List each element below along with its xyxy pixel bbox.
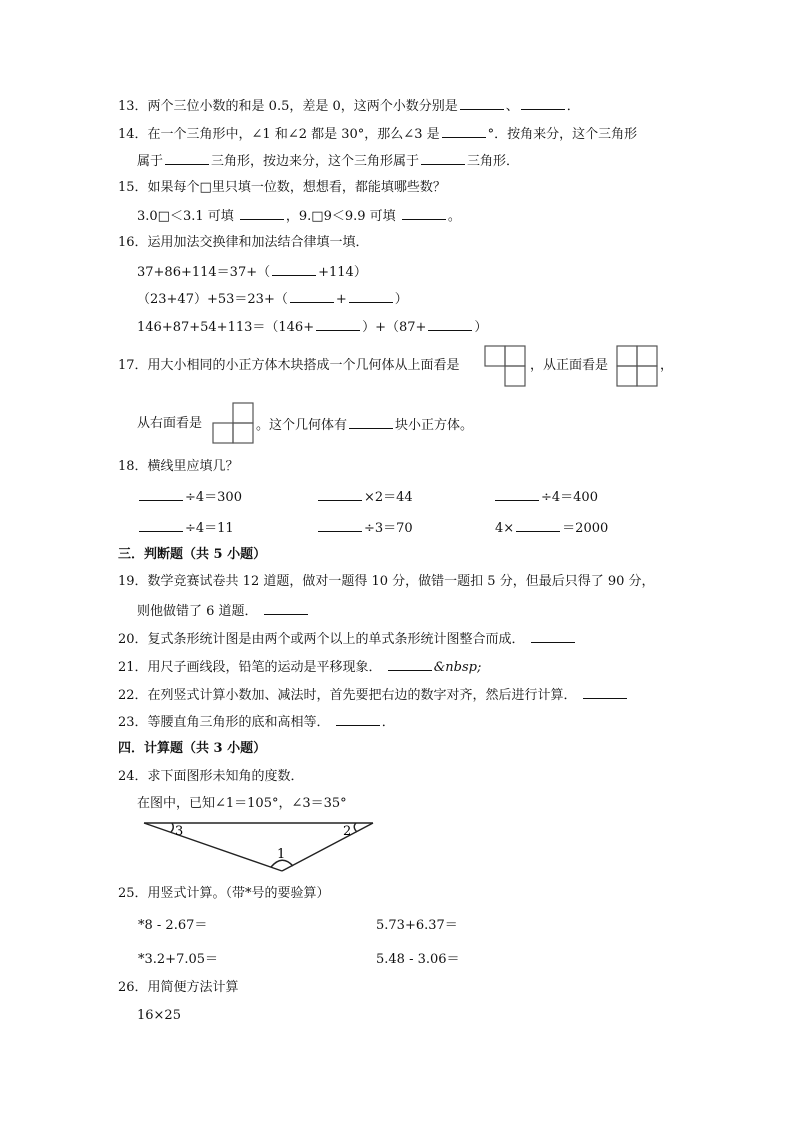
- answer-blank[interactable]: [495, 488, 539, 501]
- answer-blank[interactable]: [165, 152, 209, 165]
- question-14: 14．在一个三角形中，∠1 和∠2 都是 30°，那么∠3 是 °．按角来分，这个三角形: [118, 127, 638, 142]
- section-3-heading: 三．判断题（共 5 小题）: [118, 547, 267, 562]
- answer-blank[interactable]: [460, 97, 504, 110]
- question-17: 17．用大小相同的小正方体木块搭成一个几何体从上面看是: [118, 358, 460, 373]
- answer-blank[interactable]: [428, 318, 472, 331]
- answer-blank[interactable]: [349, 290, 393, 303]
- q16-line-3: 146+87+54+113＝（146+ ）+（87+ ）: [137, 320, 488, 335]
- answer-blank[interactable]: [264, 602, 308, 615]
- answer-blank[interactable]: [139, 488, 183, 501]
- answer-blank[interactable]: [139, 519, 183, 532]
- question-15-fill: 3.0□＜3.1 可填 ，9.□9＜9.9 可填 。: [137, 209, 461, 224]
- svg-text:1: 1: [277, 847, 286, 862]
- question-25: 25．用竖式计算。（带*号的要验算）: [118, 886, 330, 901]
- question-22: 22．在列竖式计算小数加、减法时，首先要把右边的数字对齐，然后进行计算．: [118, 686, 629, 704]
- question-18: 18．横线里应填几？: [118, 459, 239, 474]
- question-26: 26．用简便方法计算: [118, 980, 239, 995]
- answer-blank[interactable]: [531, 630, 575, 643]
- svg-text:3: 3: [175, 824, 184, 839]
- answer-blank[interactable]: [516, 519, 560, 532]
- answer-blank[interactable]: [318, 519, 362, 532]
- answer-blank[interactable]: [336, 713, 380, 726]
- answer-blank[interactable]: [240, 207, 284, 220]
- question-21: 21．用尺子画线段，铅笔的运动是平移现象． &nbsp;: [118, 660, 482, 675]
- q16-line-1: 37+86+114＝37+（ +114）: [137, 265, 367, 280]
- question-14-cont: 属于 三角形，按边来分，这个三角形属于 三角形．: [137, 154, 520, 169]
- answer-blank[interactable]: [318, 488, 362, 501]
- triangle-figure: [138, 818, 378, 876]
- question-13: 13．两个三位小数的和是 0.5，差是 0，这两个小数分别是 、 ．: [118, 99, 580, 114]
- answer-blank[interactable]: [272, 263, 316, 276]
- top-view-figure: [484, 345, 526, 387]
- answer-blank[interactable]: [583, 686, 627, 699]
- question-16: 16．运用加法交换律和加法结合律填一填．: [118, 235, 369, 250]
- right-view-figure: [212, 402, 254, 444]
- answer-blank[interactable]: [421, 152, 465, 165]
- question-15: 15．如果每个□里只填一位数，想想看，都能填哪些数？: [118, 180, 446, 195]
- section-4-heading: 四．计算题（共 3 小题）: [118, 741, 267, 756]
- answer-blank[interactable]: [402, 207, 446, 220]
- question-24: 24．求下面图形未知角的度数．: [118, 769, 304, 784]
- answer-blank[interactable]: [442, 125, 486, 138]
- q16-line-2: （23+47）+53＝23+（ + ）: [137, 292, 408, 307]
- question-20: 20．复式条形统计图是由两个或两个以上的单式条形统计图整合而成．: [118, 630, 577, 648]
- svg-text:2: 2: [343, 824, 352, 839]
- answer-blank[interactable]: [521, 97, 565, 110]
- answer-blank[interactable]: [290, 290, 334, 303]
- answer-blank[interactable]: [316, 318, 360, 331]
- answer-blank[interactable]: [388, 658, 432, 671]
- question-23: 23．等腰直角三角形的底和高相等． ．: [118, 715, 395, 730]
- front-view-figure: [616, 345, 658, 387]
- answer-blank[interactable]: [349, 416, 393, 429]
- question-19: 19．数学竞赛试卷共 12 道题，做对一题得 10 分，做错一题扣 5 分，但最后只得了 90 分，: [118, 574, 655, 589]
